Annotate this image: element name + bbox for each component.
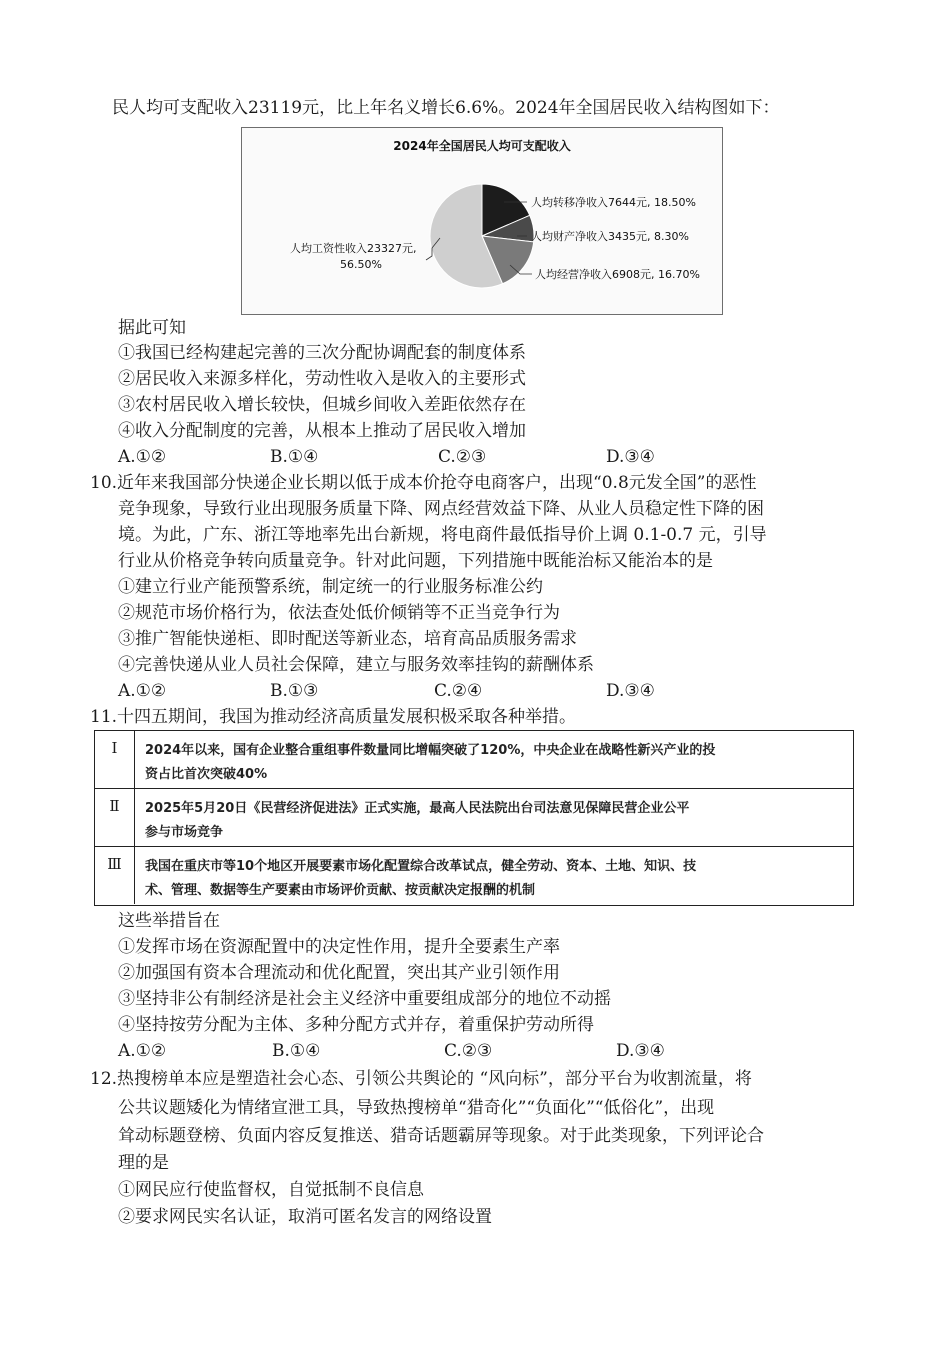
slice-label-wage-percent: 56.50% <box>340 258 382 271</box>
income-pie-chart <box>241 127 723 315</box>
intro-line: 民人均可支配收入23119元，比上年名义增长6.6%。2024年全国居民收入结构图如下： <box>112 98 780 118</box>
q10-line-3: 境。为此，广东、浙江等地率先出台新规，将电商件最低指导价上调 0.1-0.7 元，引导 <box>118 525 767 545</box>
q9-option-c[interactable]: C.②③ <box>438 447 487 467</box>
table-row <box>95 731 853 789</box>
pie-svg <box>242 128 722 314</box>
q10-options <box>118 679 718 703</box>
q11-option-d[interactable]: D.③④ <box>616 1041 665 1061</box>
q11-statement-2: ②加强国有资本合理流动和优化配置，突出其产业引领作用 <box>118 963 560 983</box>
q11-statement-3: ③坚持非公有制经济是社会主义经济中重要组成部分的地位不动摇 <box>118 989 611 1009</box>
q9-option-b[interactable]: B.①④ <box>270 447 319 467</box>
q11-stem: 11.十四五期间，我国为推动经济高质量发展积极采取各种举措。 <box>90 707 577 727</box>
row-text-line-1: 2024年以来，国有企业整合重组事件数量同比增幅突破了120%，中央企业在战略性新兴产业的投 <box>145 743 716 758</box>
row-number: Ⅲ <box>95 847 135 904</box>
q9-options <box>118 445 718 469</box>
row-text <box>145 739 841 787</box>
q10-statement-3: ③推广智能快递柜、即时配送等新业态，培育高品质服务需求 <box>118 629 577 649</box>
row-text <box>145 855 841 903</box>
row-text-line-1: 我国在重庆市等10个地区开展要素市场化配置综合改革试点，健全劳动、资本、土地、知识、技 <box>145 859 697 874</box>
q10-statement-2: ②规范市场价格行为，依法查处低价倾销等不正当竞争行为 <box>118 603 560 623</box>
q11-option-a[interactable]: A.①② <box>118 1041 167 1061</box>
row-text-line-2: 资占比首次突破40% <box>145 767 268 782</box>
q12-statement-2: ②要求网民实名认证，取消可匿名发言的网络设置 <box>118 1207 492 1227</box>
q11-option-b[interactable]: B.①④ <box>272 1041 321 1061</box>
row-text-line-1: 2025年5月20日《民营经济促进法》正式实施，最高人民法院出台司法意见保障民营企业公平 <box>145 801 690 816</box>
slice-label-wage: 人均工资性收入23327元, <box>290 242 417 255</box>
slice-label-property: 人均财产净收入3435元, 8.30% <box>531 230 689 243</box>
row-text <box>145 797 841 845</box>
q11-measures-table <box>94 730 854 906</box>
q10-line-2: 竞争现象，导致行业出现服务质量下降、网点经营效益下降、从业人员稳定性下降的困 <box>118 499 764 519</box>
q12-line-2: 公共议题矮化为情绪宣泄工具，导致热搜榜单“猎奇化”“负面化”“低俗化”，出现 <box>118 1098 715 1118</box>
table-row <box>95 847 853 904</box>
q9-statement-3: ③农村居民收入增长较快，但城乡间收入差距依然存在 <box>118 395 526 415</box>
q10-option-b[interactable]: B.①③ <box>270 681 319 701</box>
row-number: Ⅱ <box>95 789 135 846</box>
q12-line-1: 12.热搜榜单本应是塑造社会心态、引领公共舆论的 “风向标”，部分平台为收割流量，将 <box>90 1069 752 1089</box>
q10-statement-1: ①建立行业产能预警系统，制定统一的行业服务标准公约 <box>118 577 543 597</box>
q9-option-a[interactable]: A.①② <box>118 447 167 467</box>
q9-statement-2: ②居民收入来源多样化，劳动性收入是收入的主要形式 <box>118 369 526 389</box>
q12-statement-1: ①网民应行使监督权，自觉抵制不良信息 <box>118 1180 424 1200</box>
q9-lead: 据此可知 <box>118 318 186 338</box>
q10-option-d[interactable]: D.③④ <box>606 681 655 701</box>
slice-label-business: 人均经营净收入6908元, 16.70% <box>535 268 700 281</box>
q11-lead: 这些举措旨在 <box>118 911 220 931</box>
q11-options <box>118 1039 718 1063</box>
q9-statement-4: ④收入分配制度的完善，从根本上推动了居民收入增加 <box>118 421 526 441</box>
q12-line-3: 耸动标题登榜、负面内容反复推送、猎奇话题霸屏等现象。对于此类现象，下列评论合 <box>118 1126 764 1146</box>
chart-title: 2024年全国居民人均可支配收入 <box>393 139 571 153</box>
row-number: Ⅰ <box>95 731 135 788</box>
q11-statement-1: ①发挥市场在资源配置中的决定性作用，提升全要素生产率 <box>118 937 560 957</box>
table-row <box>95 789 853 847</box>
q10-option-c[interactable]: C.②④ <box>434 681 483 701</box>
row-text-line-2: 术、管理、数据等生产要素由市场评价贡献、按贡献决定报酬的机制 <box>145 883 536 898</box>
slice-label-transfer: 人均转移净收入7644元, 18.50% <box>531 196 696 209</box>
q10-option-a[interactable]: A.①② <box>118 681 167 701</box>
q10-statement-4: ④完善快递从业人员社会保障，建立与服务效率挂钩的薪酬体系 <box>118 655 594 675</box>
q9-statement-1: ①我国已经构建起完善的三次分配协调配套的制度体系 <box>118 343 526 363</box>
q10-line-4: 行业从价格竞争转向质量竞争。针对此问题，下列措施中既能治标又能治本的是 <box>118 551 713 571</box>
q10-line-1: 10.近年来我国部分快递企业长期以低于成本价抢夺电商客户，出现“0.8元发全国”的恶性 <box>90 473 757 493</box>
q12-line-4: 理的是 <box>118 1153 169 1173</box>
q11-option-c[interactable]: C.②③ <box>444 1041 493 1061</box>
row-text-line-2: 参与市场竞争 <box>145 825 224 840</box>
q9-option-d[interactable]: D.③④ <box>606 447 655 467</box>
q11-statement-4: ④坚持按劳分配为主体、多种分配方式并存，着重保护劳动所得 <box>118 1015 594 1035</box>
